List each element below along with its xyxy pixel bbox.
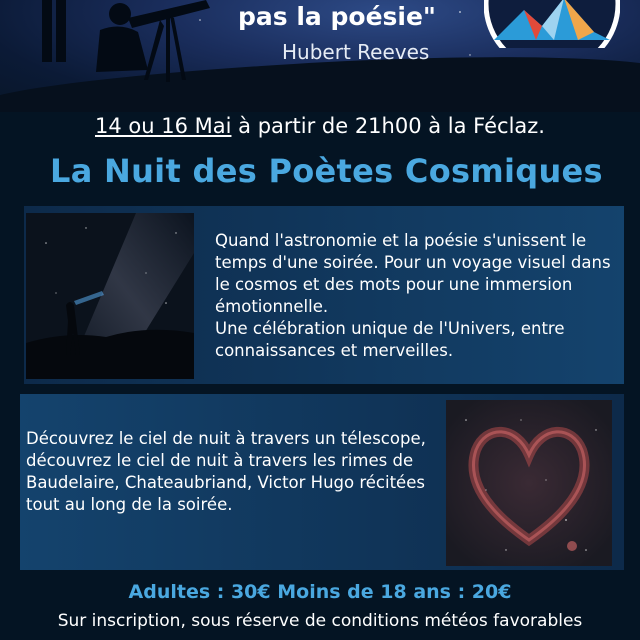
event-date: 14 ou 16 Mai (95, 114, 232, 138)
quote-author: Hubert Reeves (282, 40, 430, 64)
prices: Adultes : 30€ Moins de 18 ans : 20€ (128, 581, 512, 603)
stargazers-silhouette (20, 0, 220, 112)
section1-text (215, 230, 615, 362)
section1-paragraph: Quand l'astronomie et la poésie s'unissent le temps d'une soirée. Pour un voyage visuel dans le cosmos et des mots pour une immersion émotionnelle. (215, 231, 611, 316)
event-date-line (0, 114, 640, 138)
mountain-telescope-logo-icon (484, 0, 620, 48)
milky-way-photo (26, 213, 194, 379)
hero-banner (0, 0, 640, 112)
registration-note: Sur inscription, sous réserve de conditions météos favorables (57, 611, 583, 631)
quote-text: pas la poésie" (238, 2, 436, 31)
event-title: La Nuit des Poètes Cosmiques (50, 152, 603, 190)
heart-nebula-photo (446, 400, 612, 566)
event-time-place: à partir de 21h00 à la Féclaz. (231, 114, 545, 138)
section1-paragraph-2: Une célébration unique de l'Univers, entre connaissances et merveilles. (215, 319, 565, 360)
section2-text: Découvrez le ciel de nuit à travers un télescope, découvrez le ciel de nuit à travers les rimes de Baudelaire, Chateaubriand, Victor Hugo récitées tout au long de la soirée. (26, 429, 426, 514)
